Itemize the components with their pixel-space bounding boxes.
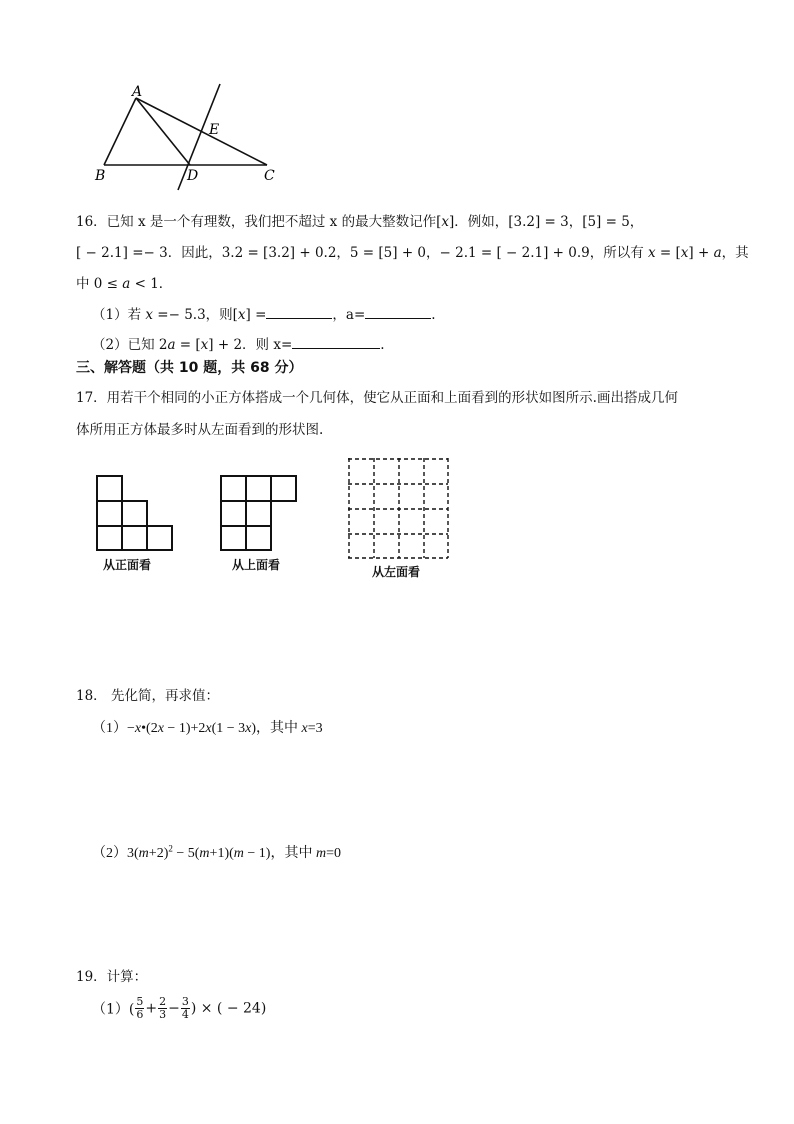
q18-p1-mid3: (1 − 3 — [211, 721, 246, 736]
frac-den: 4 — [181, 1008, 189, 1021]
q18-p2-a: +2) — [148, 846, 169, 861]
fraction-2-3 — [158, 996, 167, 1021]
section-title: 三、解答题（共 10 题，共 68 分） — [76, 360, 303, 376]
var-x: x — [245, 721, 252, 736]
var-x: x — [301, 721, 308, 736]
q18-p2-b: − 5( — [172, 846, 200, 861]
q17-line1: 17．用若干个相同的小正方体搭成一个几何体，使它从正面和上面看到的形状如图所示.画出搭成几何 — [76, 390, 678, 406]
front-view-figure — [96, 474, 176, 552]
q18-p2-sup: 2 — [168, 843, 173, 854]
q16-part1-text-b: ，a= — [332, 307, 366, 323]
left-view-grid[interactable] — [346, 456, 452, 560]
label-c: C — [264, 168, 275, 184]
q18-p2-prefix: （2）3( — [92, 846, 139, 861]
q18-p2-d: − 1)，其中 — [243, 846, 316, 861]
q18-p1-mid: •(2 — [141, 721, 158, 736]
q18-part1 — [92, 717, 323, 737]
q18-p1-mid2: − 1)+2 — [163, 721, 206, 736]
frac-num: 5 — [136, 995, 144, 1008]
fraction-3-4 — [181, 996, 190, 1021]
q16-part1-text-c: . — [431, 307, 436, 323]
q16-line3: 中 0 ≤ 𝑎 < 1． — [76, 276, 173, 292]
q18-p2-val: =0 — [326, 846, 341, 861]
q18-p2-c: +1)( — [209, 846, 234, 861]
var-x: x — [134, 721, 142, 736]
label-a: A — [132, 84, 143, 100]
q16-part2 — [92, 333, 385, 353]
left-view-caption: 从左面看 — [372, 565, 421, 579]
q16-answer-blank-x[interactable] — [266, 305, 332, 319]
var-m: m — [315, 846, 327, 861]
var-m: m — [199, 846, 210, 861]
q16-part2-text-a: （2）已知 2𝑎 = [𝑥] + 2．则 x= — [92, 337, 293, 353]
q19-p1-prefix: （1）( — [92, 1001, 135, 1018]
q16-line1: 16．已知 x 是一个有理数，我们把不超过 x 的最大整数记作[𝑥]．例如，[3.2] = 3，[5] = 5， — [76, 214, 644, 230]
frac-num: 3 — [181, 995, 189, 1008]
front-view-caption: 从正面看 — [103, 558, 152, 572]
var-x: x — [157, 721, 164, 736]
q18-title: 18． 先化简，再求值： — [76, 688, 219, 704]
q18-p1-mid4: )，其中 — [251, 721, 302, 736]
fraction-5-6 — [135, 996, 144, 1021]
op-plus: + — [145, 1000, 158, 1017]
q16-line2: [ − 2.1] =− 3．因此，3.2 = [3.2] + 0.2，5 = [5] + 0，− 2.1 = [ − 2.1] + 0.9，所以有 𝑥 = [𝑥] + 𝑎，其 — [76, 245, 749, 261]
label-b: B — [95, 168, 106, 184]
triangle-figure — [90, 82, 290, 192]
q16-answer-blank-a[interactable] — [365, 305, 431, 319]
q18-p1-prefix: （1）− — [92, 721, 135, 736]
q16-answer-blank-x2[interactable] — [292, 335, 380, 349]
q18-part2 — [92, 842, 341, 862]
q19-part1 — [92, 996, 266, 1021]
q16-part1 — [92, 303, 436, 323]
top-view-caption: 从上面看 — [232, 558, 281, 572]
label-e: E — [209, 122, 220, 138]
q17-line2: 体所用正方体最多时从左面看到的形状图. — [76, 422, 324, 438]
q19-p1-suffix: ) × ( − 24) — [190, 1000, 267, 1017]
frac-num: 2 — [159, 995, 167, 1008]
q16-part2-text-b: . — [380, 337, 385, 353]
q16-part1-text-a: （1）若 𝑥 =− 5.3，则[𝑥] = — [92, 307, 267, 323]
frac-den: 3 — [159, 1008, 167, 1021]
top-view-figure — [220, 474, 300, 552]
var-m: m — [138, 846, 149, 861]
q18-p1-val: =3 — [307, 721, 323, 736]
q19-title: 19．计算： — [76, 969, 148, 985]
frac-den: 6 — [136, 1008, 144, 1021]
op-minus: − — [168, 1000, 180, 1017]
var-m: m — [233, 846, 244, 861]
label-d: D — [187, 168, 199, 184]
var-x: x — [205, 721, 212, 736]
